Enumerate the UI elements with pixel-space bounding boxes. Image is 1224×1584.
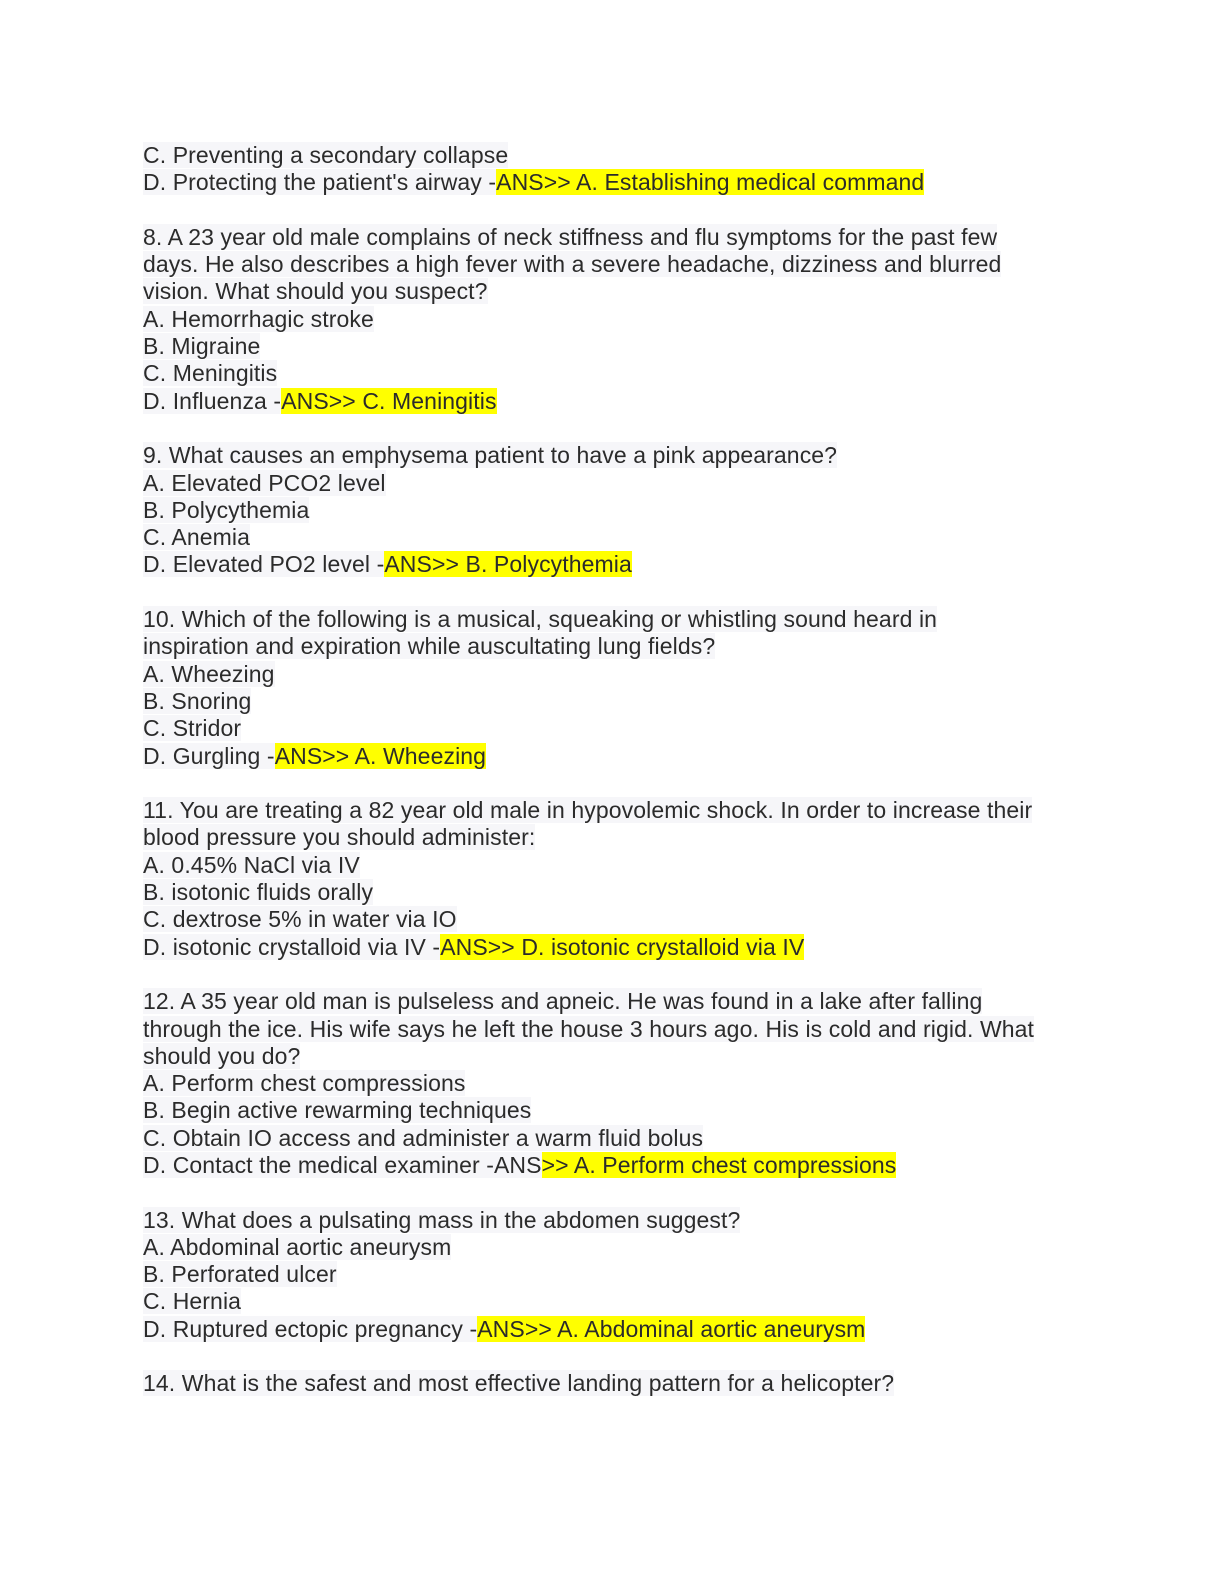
text-line xyxy=(143,1316,1103,1343)
line-text: inspiration and expiration while auscultating lung fields? xyxy=(143,633,716,660)
highlighted-answer: ANS>> A. Establishing medical command xyxy=(496,169,925,196)
text-line xyxy=(143,278,1103,305)
line-text: vision. What should you suspect? xyxy=(143,278,488,305)
text-line xyxy=(143,1152,1103,1179)
line-text: D. Influenza - xyxy=(143,387,282,414)
line-text: A. 0.45% NaCl via IV xyxy=(143,851,360,878)
line-text: B. Migraine xyxy=(143,333,261,360)
paragraph-gap xyxy=(143,579,1103,606)
line-text: 9. What causes an emphysema patient to have a pink appearance? xyxy=(143,442,838,469)
text-line xyxy=(143,824,1103,851)
text-line xyxy=(143,224,1103,251)
line-text: blood pressure you should administer: xyxy=(143,824,536,851)
line-text: C. dextrose 5% in water via IO xyxy=(143,906,457,933)
line-text: B. isotonic fluids orally xyxy=(143,879,374,906)
line-text: 12. A 35 year old man is pulseless and apneic. He was found in a lake after falling xyxy=(143,988,983,1015)
text-line xyxy=(143,251,1103,278)
line-text: A. Abdominal aortic aneurysm xyxy=(143,1233,452,1260)
text-line xyxy=(143,470,1103,497)
text-line xyxy=(143,606,1103,633)
text-line xyxy=(143,1043,1103,1070)
paragraph-gap xyxy=(143,961,1103,988)
text-line xyxy=(143,906,1103,933)
text-line xyxy=(143,1234,1103,1261)
text-line xyxy=(143,715,1103,742)
highlighted-answer: ANS>> B. Polycythemia xyxy=(384,551,632,578)
line-text: C. Meningitis xyxy=(143,360,278,387)
text-line xyxy=(143,688,1103,715)
text-line xyxy=(143,633,1103,660)
highlighted-answer: ANS>> C. Meningitis xyxy=(281,387,497,414)
line-text: 13. What does a pulsating mass in the abdomen suggest? xyxy=(143,1206,741,1233)
text-line xyxy=(143,1097,1103,1124)
text-line xyxy=(143,1016,1103,1043)
line-text: days. He also describes a high fever with a severe headache, dizziness and blurred xyxy=(143,251,1002,278)
text-line xyxy=(143,797,1103,824)
text-line xyxy=(143,1070,1103,1097)
line-text: A. Wheezing xyxy=(143,660,275,687)
text-line xyxy=(143,1125,1103,1152)
line-text: C. Preventing a secondary collapse xyxy=(143,142,509,168)
line-text: A. Elevated PCO2 level xyxy=(143,469,386,496)
line-text: 8. A 23 year old male complains of neck stiffness and flu symptoms for the past few xyxy=(143,223,998,250)
line-text: A. Hemorrhagic stroke xyxy=(143,305,374,332)
paragraph-gap xyxy=(143,197,1103,224)
line-text: 10. Which of the following is a musical, squeaking or whistling sound heard in xyxy=(143,606,938,633)
highlighted-answer: ANS>> A. Wheezing xyxy=(274,742,487,769)
document-page xyxy=(143,142,1103,1398)
line-text: 11. You are treating a 82 year old male in hypovolemic shock. In order to increase their xyxy=(143,797,1033,824)
paragraph-gap xyxy=(143,770,1103,797)
text-line xyxy=(143,388,1103,415)
text-line xyxy=(143,934,1103,961)
text-line xyxy=(143,988,1103,1015)
text-line xyxy=(143,306,1103,333)
text-line xyxy=(143,1370,1103,1397)
text-line xyxy=(143,142,1103,169)
text-line xyxy=(143,442,1103,469)
line-text: B. Begin active rewarming techniques xyxy=(143,1097,532,1124)
text-line xyxy=(143,661,1103,688)
text-line xyxy=(143,360,1103,387)
text-line xyxy=(143,333,1103,360)
line-text: D. Elevated PO2 level - xyxy=(143,551,385,578)
text-line xyxy=(143,524,1103,551)
text-line xyxy=(143,1261,1103,1288)
highlighted-answer: ANS>> D. isotonic crystalloid via IV xyxy=(440,933,805,960)
text-line xyxy=(143,852,1103,879)
text-line xyxy=(143,169,1103,196)
line-text: C. Obtain IO access and administer a warm fluid bolus xyxy=(143,1124,704,1151)
line-text: C. Stridor xyxy=(143,715,242,742)
line-text: B. Polycythemia xyxy=(143,496,310,523)
line-text: A. Perform chest compressions xyxy=(143,1070,466,1097)
text-line xyxy=(143,1288,1103,1315)
paragraph-gap xyxy=(143,415,1103,442)
line-text: B. Snoring xyxy=(143,687,252,714)
line-text: D. Ruptured ectopic pregnancy - xyxy=(143,1315,478,1342)
highlighted-answer: ANS>> A. Abdominal aortic aneurysm xyxy=(477,1315,866,1342)
line-text: 14. What is the safest and most effective landing pattern for a helicopter? xyxy=(143,1370,895,1397)
paragraph-gap xyxy=(143,1179,1103,1206)
paragraph-gap xyxy=(143,1343,1103,1370)
text-line xyxy=(143,497,1103,524)
line-text: D. isotonic crystalloid via IV - xyxy=(143,933,441,960)
line-text: B. Perforated ulcer xyxy=(143,1261,337,1288)
line-text: through the ice. His wife says he left the house 3 hours ago. His is cold and rigid. What xyxy=(143,1015,1035,1042)
text-line xyxy=(143,743,1103,770)
line-text: D. Gurgling - xyxy=(143,742,275,769)
text-line xyxy=(143,551,1103,578)
text-line xyxy=(143,879,1103,906)
line-text: D. Contact the medical examiner -ANS xyxy=(143,1151,542,1178)
line-text: D. Protecting the patient's airway - xyxy=(143,169,497,196)
line-text: should you do? xyxy=(143,1042,301,1069)
line-text: C. Anemia xyxy=(143,524,251,551)
text-line xyxy=(143,1207,1103,1234)
line-text: C. Hernia xyxy=(143,1288,242,1315)
highlighted-answer: >> A. Perform chest compressions xyxy=(541,1151,897,1178)
